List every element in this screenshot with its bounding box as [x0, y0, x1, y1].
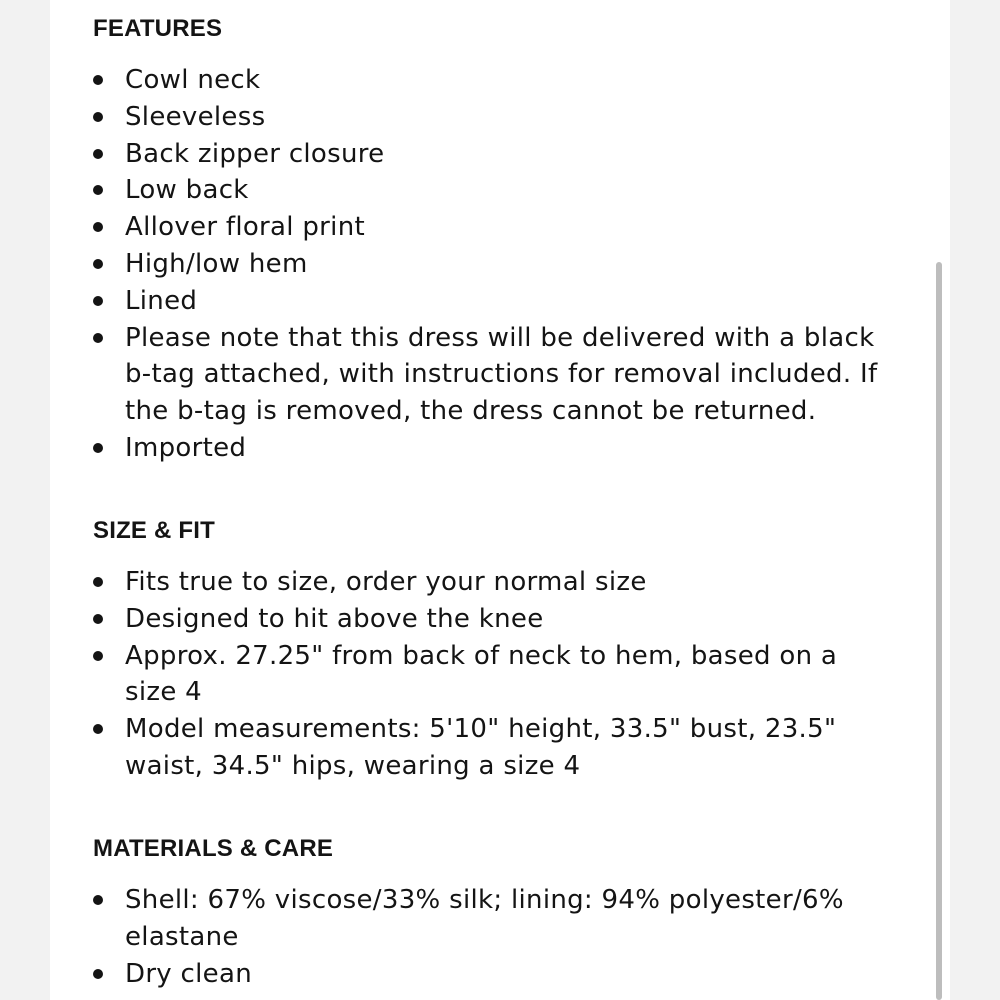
bullet-icon: [93, 149, 103, 159]
list-item-text: Shell: 67% viscose/33% silk; lining: 94% polyester/6% elastane: [125, 885, 844, 952]
bullet-icon: [93, 259, 103, 269]
list-item: [93, 283, 893, 320]
bullet-icon: [93, 895, 103, 905]
list-item: [93, 430, 893, 467]
materials-care-list: [93, 882, 893, 992]
list-item: [93, 209, 893, 246]
list-item-text: Cowl neck: [125, 65, 261, 95]
bullet-icon: [93, 443, 103, 453]
list-item-text: Dry clean: [125, 958, 252, 989]
size-fit-heading: SIZE & FIT: [93, 517, 215, 544]
bullet-icon: [93, 614, 103, 624]
features-list: [93, 62, 893, 467]
bullet-icon: [93, 222, 103, 232]
list-item-text: Allover floral print: [125, 212, 365, 243]
list-item-text: Please note that this dress will be delivered with a black b-tag attached, with instructions for removal included. If the b-tag is removed, the dress cannot be returned.: [125, 322, 878, 427]
bullet-icon: [93, 185, 103, 195]
list-item: [93, 246, 893, 283]
list-item: [93, 638, 893, 712]
list-item-text: Model measurements: 5'10" height, 33.5" bust, 23.5" waist, 34.5" hips, wearing a size 4: [125, 714, 837, 781]
bullet-icon: [93, 577, 103, 587]
list-item-text: Fits true to size, order your normal size: [125, 567, 647, 597]
list-item-text: Low back: [125, 175, 249, 206]
list-item-text: Lined: [125, 285, 198, 316]
materials-care-heading: MATERIALS & CARE: [93, 835, 334, 862]
features-heading: FEATURES: [93, 15, 223, 42]
list-item: [93, 882, 893, 956]
list-item-text: High/low hem: [125, 248, 308, 279]
bullet-icon: [93, 724, 103, 734]
list-item: [93, 711, 893, 785]
product-details-panel: [50, 0, 950, 1000]
vertical-scrollbar[interactable]: [936, 262, 942, 1000]
list-item: [93, 956, 893, 993]
list-item-text: Designed to hit above the knee: [125, 603, 544, 634]
list-item: [93, 601, 893, 638]
list-item: [93, 564, 893, 601]
list-item: [93, 99, 893, 136]
list-item: [93, 320, 893, 430]
list-item-text: Approx. 27.25" from back of neck to hem, based on a size 4: [125, 640, 838, 708]
bullet-icon: [93, 75, 103, 85]
list-item-text: Back zipper closure: [125, 138, 385, 169]
size-fit-list: [93, 564, 893, 785]
bullet-icon: [93, 969, 103, 979]
bullet-icon: [93, 333, 103, 343]
list-item-text: Imported: [125, 432, 247, 463]
list-item-text: Sleeveless: [125, 101, 266, 132]
bullet-icon: [93, 296, 103, 306]
list-item: [93, 172, 893, 209]
list-item: [93, 62, 893, 99]
list-item: [93, 136, 893, 173]
bullet-icon: [93, 651, 103, 661]
bullet-icon: [93, 112, 103, 122]
